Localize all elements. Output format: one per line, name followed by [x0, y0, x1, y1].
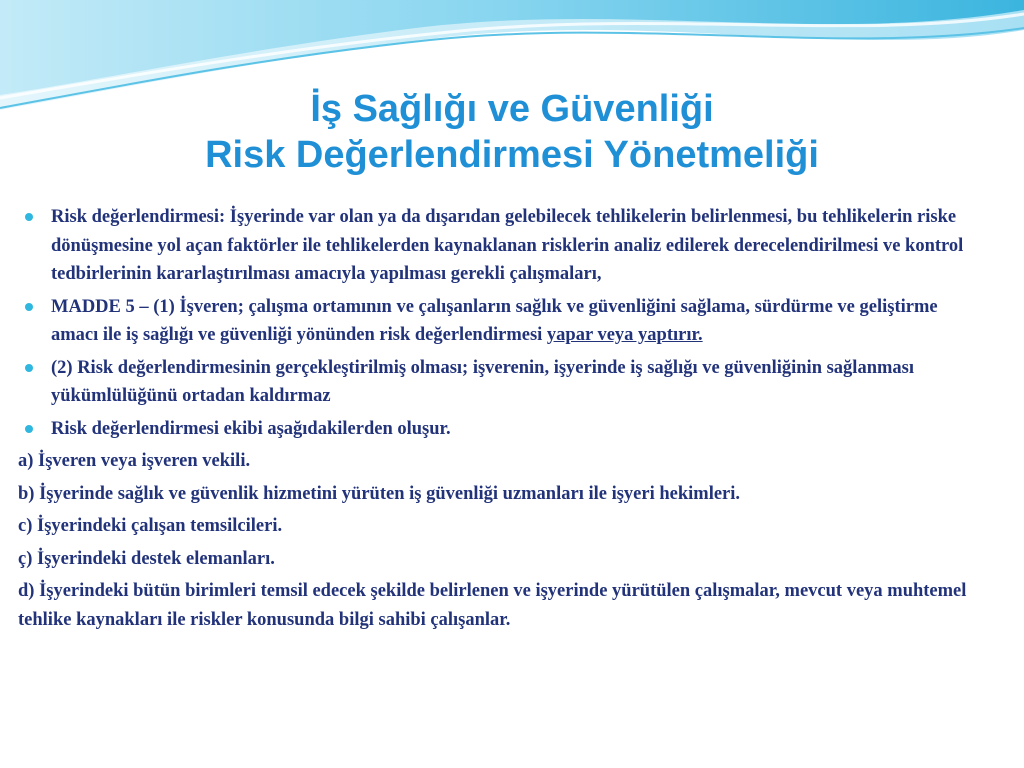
bullet-item: [18, 293, 988, 350]
title-line-2: Risk Değerlendirmesi Yönetmeliği: [205, 134, 819, 176]
bullet-dot-icon: [25, 303, 33, 311]
bullet-text: MADDE 5 – (1) İşveren; çalışma ortamının ve çalışanların sağlık ve güvenliğini sağlama, sürdürme ve geliştirme amacı ile iş sağlığı ve güvenliği yönünden risk değerlendirmesi: [51, 296, 938, 345]
bullet-item: [18, 203, 988, 289]
list-item: a) İşveren veya işveren vekili.: [18, 451, 251, 471]
bullet-item: [18, 354, 988, 411]
bullet-text: Risk değerlendirmesi: İşyerinde var olan ya da dışarıdan gelebilecek tehlikelerin belirlenmesi, bu tehlikelerin riske dönüşmesine yol açan faktörler ile tehlikelerden kaynaklanan risklerin analiz edilerek derecelendirilmesi ve kontrol tedbirlerinin kararlaştırılması amacıyla yapılması gerekli çalışmaları,: [51, 207, 964, 284]
bullet-item: [18, 415, 988, 444]
list-item: ç) İşyerindeki destek elemanları.: [18, 548, 275, 569]
bullet-dot-icon: [25, 425, 33, 433]
list-item: b) İşyerinde sağlık ve güvenlik hizmetini yürüten iş güvenliği uzmanları ile işyeri hekimleri.: [18, 483, 741, 504]
slide-title: [0, 86, 1024, 178]
bullet-dot-icon: [25, 364, 33, 372]
underlined-text: yapar veya yaptırır.: [546, 325, 703, 345]
bullet-dot-icon: [25, 213, 33, 221]
title-line-1: İş Sağlığı ve Güvenliği: [310, 88, 714, 130]
list-item: d) İşyerindeki bütün birimleri temsil edecek şekilde belirlenen ve işyerinde yürütülen çalışmalar, mevcut veya muhtemel tehlike kaynakları ile riskler konusunda bilgi sahibi çalışanlar.: [18, 581, 967, 630]
list-item: c) İşyerindeki çalışan temsilcileri.: [18, 516, 283, 536]
slide-content: [18, 203, 988, 638]
bullet-text: (2) Risk değerlendirmesinin gerçekleştirilmiş olması; işverenin, işyerinde iş sağlığı ve güvenliğinin sağlanması yükümlülüğünü ortadan kaldırmaz: [51, 357, 914, 406]
bullet-text: Risk değerlendirmesi ekibi aşağıdakilerden oluşur.: [51, 418, 451, 439]
